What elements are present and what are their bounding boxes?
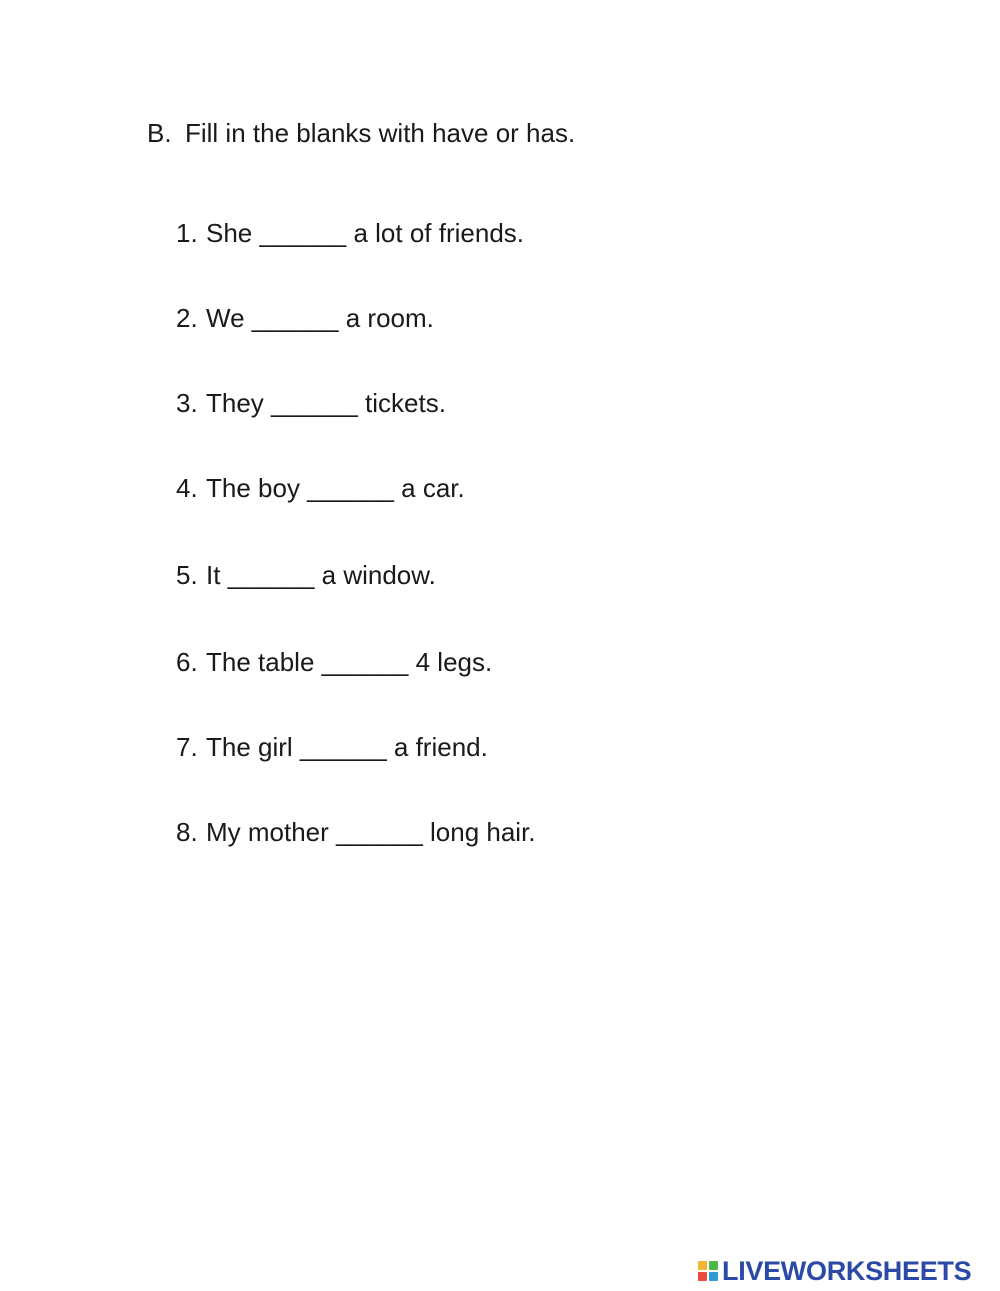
item-sentence: The girl ______ a friend. xyxy=(206,732,488,762)
item-number: 3. xyxy=(176,388,198,418)
item-number: 5. xyxy=(176,560,198,590)
logo-block xyxy=(709,1261,718,1270)
exercise-item-5 xyxy=(176,559,436,591)
item-number: 1. xyxy=(176,218,198,248)
exercise-item-8 xyxy=(176,816,536,848)
exercise-item-6 xyxy=(176,646,492,678)
item-number: 4. xyxy=(176,473,198,503)
liveworksheets-blocks-icon xyxy=(698,1261,718,1281)
item-number: 2. xyxy=(176,303,198,333)
item-sentence: We ______ a room. xyxy=(206,303,434,333)
logo-block xyxy=(698,1272,707,1281)
item-sentence: It ______ a window. xyxy=(206,560,436,590)
exercise-item-2 xyxy=(176,302,434,334)
logo-wordmark: LIVEWORKSHEETS xyxy=(722,1256,972,1286)
item-sentence: My mother ______ long hair. xyxy=(206,817,536,847)
item-sentence: She ______ a lot of friends. xyxy=(206,218,525,248)
instruction-text: Fill in the blanks with have or has. xyxy=(185,118,576,148)
item-number: 7. xyxy=(176,732,198,762)
liveworksheets-logo xyxy=(698,1256,971,1286)
item-sentence: They ______ tickets. xyxy=(206,388,446,418)
exercise-item-7 xyxy=(176,731,488,763)
logo-block xyxy=(698,1261,707,1270)
exercise-item-1 xyxy=(176,217,524,249)
item-sentence: The boy ______ a car. xyxy=(206,473,465,503)
section-letter: B. xyxy=(147,118,172,148)
item-number: 6. xyxy=(176,647,198,677)
item-sentence: The table ______ 4 legs. xyxy=(206,647,493,677)
logo-block xyxy=(709,1272,718,1281)
exercise-item-3 xyxy=(176,387,446,419)
instruction-heading xyxy=(147,117,575,149)
exercise-item-4 xyxy=(176,472,465,504)
item-number: 8. xyxy=(176,817,198,847)
